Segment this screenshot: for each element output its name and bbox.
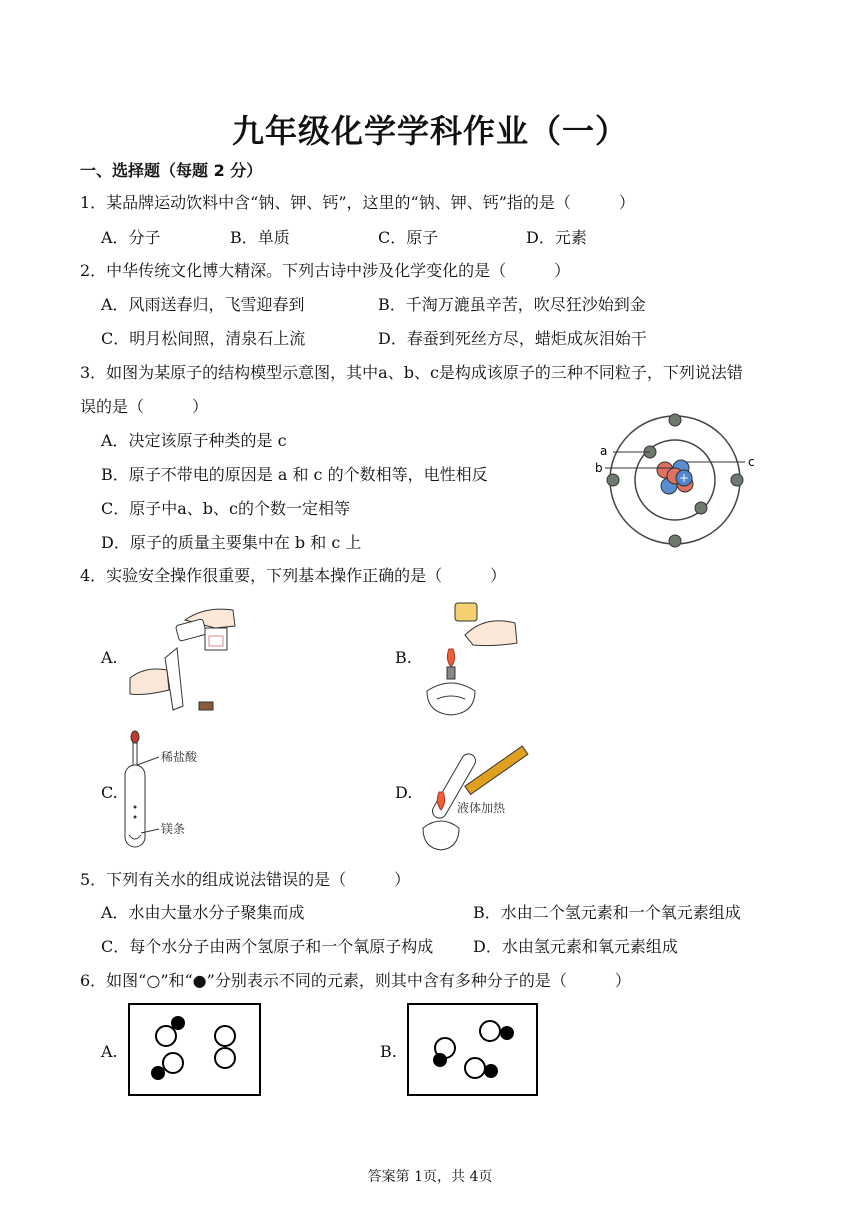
question-1-stem: 1．某品牌运动饮料中含“钠、钾、钙”，这里的“钠、钾、钙”指的是（ ） [80, 193, 635, 212]
alcohol-lamp-lighting-figure [415, 595, 525, 720]
q1-option-c[interactable]: C．原子 [378, 228, 439, 247]
dropper-test-tube-figure [115, 725, 225, 855]
q1-option-d[interactable]: D．元素 [526, 228, 587, 247]
q2-option-d[interactable]: D．春蚕到死丝方尽，蜡炬成灰泪始干 [378, 329, 647, 348]
pouring-liquid-figure [125, 598, 245, 718]
question-3-stem-cont: 误的是（ ） [80, 397, 209, 416]
q1-option-b[interactable]: B．单质 [230, 228, 290, 247]
q4-option-a[interactable]: A. [101, 648, 118, 667]
q4-option-d[interactable]: D. [395, 783, 413, 802]
magnesium-ribbon-label: 镁条 [161, 822, 186, 836]
q2-option-a[interactable]: A．风雨送春归，飞雪迎春到 [101, 295, 305, 314]
question-4-stem: 4．实验安全操作很重要，下列基本操作正确的是（ ） [80, 566, 507, 585]
q2-option-c[interactable]: C．明月松间照，清泉石上流 [101, 329, 306, 348]
question-3-stem: 3．如图为某原子的结构模型示意图，其中a、b、c是构成该原子的三种不同粒子，下列说法错 [80, 363, 743, 382]
q2-option-b[interactable]: B．千淘万漉虽辛苦，吹尽狂沙始到金 [378, 295, 646, 314]
fig-label-b: b [595, 461, 603, 475]
fig-label-a: a [600, 444, 608, 458]
q3-option-b[interactable]: B．原子不带电的原因是 a 和 c 的个数相等，电性相反 [101, 465, 488, 484]
q3-option-a[interactable]: A．决定该原子种类的是 c [101, 431, 287, 450]
q6-option-b[interactable]: B. [380, 1042, 397, 1061]
molecule-box-a [128, 1003, 262, 1097]
q1-option-a[interactable]: A．分子 [101, 228, 161, 247]
atom-model-figure [585, 410, 775, 550]
q3-option-c[interactable]: C．原子中a、b、c的个数一定相等 [101, 499, 350, 518]
q4-option-c[interactable]: C. [101, 783, 118, 802]
q5-option-b[interactable]: B．水由二个氢元素和一个氧元素组成 [473, 903, 741, 922]
question-5-stem: 5．下列有关水的组成说法错误的是（ ） [80, 870, 411, 889]
question-6-stem: 6．如图“○”和“●”分别表示不同的元素，则其中含有多种分子的是（ ） [80, 971, 631, 990]
page-title: 九年级化学学科作业（一） [231, 112, 628, 150]
fig-label-c: c [748, 455, 755, 469]
heating-liquid-figure [415, 730, 535, 855]
hydrochloric-acid-label: 稀盐酸 [161, 750, 198, 764]
section-heading: 一、选择题（每题 2 分） [80, 161, 263, 180]
question-2-stem: 2．中华传统文化博大精深。下列古诗中涉及化学变化的是（ ） [80, 261, 571, 280]
nucleus-icon [657, 460, 693, 494]
svg-text:+: + [678, 471, 690, 485]
q5-option-d[interactable]: D．水由氢元素和氧元素组成 [473, 937, 678, 956]
q5-option-a[interactable]: A．水由大量水分子聚集而成 [101, 903, 305, 922]
q4-option-b[interactable]: B. [395, 648, 412, 667]
q3-option-d[interactable]: D．原子的质量主要集中在 b 和 c 上 [101, 533, 362, 552]
page-footer: 答案第 1页，共 4页 [367, 1169, 493, 1185]
molecule-box-b [407, 1003, 539, 1097]
q5-option-c[interactable]: C．每个水分子由两个氢原子和一个氧原子构成 [101, 937, 434, 956]
liquid-heating-label: 液体加热 [457, 801, 506, 815]
q6-option-a[interactable]: A. [101, 1042, 118, 1061]
